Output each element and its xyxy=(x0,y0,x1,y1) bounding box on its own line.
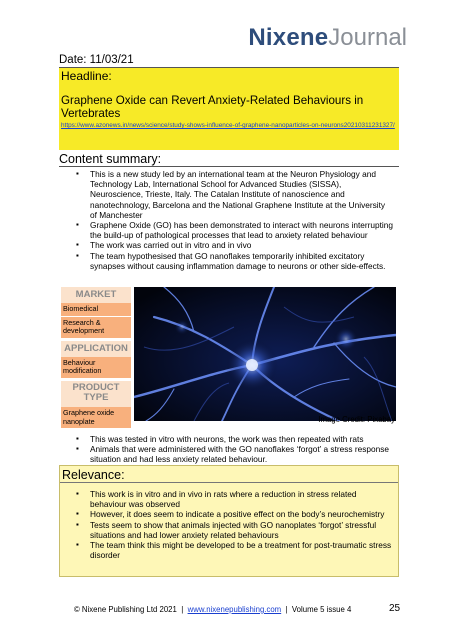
headline-label: Headline: xyxy=(61,69,112,83)
list-item: ▪ However, it does seem to indicate a positive effect on the body’s neurochemistry xyxy=(72,509,394,519)
list-item: ▪ Tests seem to show that animals injected with GO nanoplates ‘forgot’ stressful situations and had lower anxiety related behaviours xyxy=(72,520,394,540)
logo-journal: Journal xyxy=(328,24,407,51)
application-header: APPLICATION xyxy=(61,341,131,357)
logo-brand: Nixene xyxy=(248,24,329,51)
list-item: ▪ The team hypothesised that GO nanoflakes temporarily inhibited excitatory synapses without causing inflammation damage to neurons or other side-effects. xyxy=(72,251,394,271)
headline-box xyxy=(59,68,399,150)
footer-separator: | xyxy=(181,605,184,614)
footer-copyright: © Nixene Publishing Ltd 2021 xyxy=(74,605,177,614)
relevance-label: Relevance: xyxy=(62,468,125,482)
footer-website-link[interactable]: www.nixenepublishing.com xyxy=(187,605,282,614)
list-item: ▪ The work was carried out in vitro and in vivo xyxy=(72,240,394,250)
image-credit: Image Credit: Pixabay xyxy=(318,415,395,424)
classification-sidebar xyxy=(61,287,131,428)
product-type-header: PRODUCT TYPE xyxy=(61,381,131,407)
summary-divider xyxy=(59,166,399,167)
market-header: MARKET xyxy=(61,287,131,303)
application-value: Behaviour modification xyxy=(61,357,131,378)
article-date: Date: 11/03/21 xyxy=(59,54,134,66)
list-item: ▪ This is a new study led by an international team at the Neuron Physiology and Technology Lab, International School for Advanced Studies (SISSA), Neuroscience, Trieste, Italy. The Catalan Institute of nanoscience and nanotechnology, Barcelona and the National Graphene Institute at the University of Manchester xyxy=(72,169,394,220)
headline-source-link[interactable]: https://www.azonews.in/news/science/study-shows-influence-of-graphene-nanoparticles-on-neurons20210311231327/ xyxy=(61,122,395,129)
neuron-image-graphic xyxy=(134,287,396,421)
footer-separator: | xyxy=(285,605,288,614)
list-item: ▪ This work is in vitro and in vivo in rats where a reduction in stress related behaviour was observed xyxy=(72,489,394,509)
market-value: Biomedical xyxy=(61,303,131,317)
post-image-list xyxy=(72,434,394,465)
neuron-illustration xyxy=(134,287,396,421)
journal-logo xyxy=(248,24,407,52)
relevance-list xyxy=(72,489,394,560)
list-item: ▪ Animals that were administered with the GO nanoflakes ‘forgot’ a stress response situation and had less anxiety related behaviour. xyxy=(72,444,394,464)
content-summary-list xyxy=(72,169,394,271)
list-item: ▪ This was tested in vitro with neurons, the work was then repeated with rats xyxy=(72,434,394,444)
content-summary-label: Content summary: xyxy=(59,152,162,166)
page-footer xyxy=(74,605,374,614)
list-item: ▪ Graphene Oxide (GO) has been demonstrated to interact with neurons interrupting the build-up of pathological processes that lead to anxiety related behaviour xyxy=(72,220,394,240)
list-item: ▪ The team think this might be developed to be a treatment for post-traumatic stress disorder xyxy=(72,540,394,560)
relevance-divider xyxy=(60,482,398,483)
footer-issue: Volume 5 issue 4 xyxy=(291,605,352,614)
product-type-value: Graphene oxide nanoplate xyxy=(61,407,131,428)
market-value: Research & development xyxy=(61,317,131,338)
page-number: 25 xyxy=(389,603,401,614)
headline-title: Graphene Oxide can Revert Anxiety-Related Behaviours in Vertebrates xyxy=(61,94,364,120)
